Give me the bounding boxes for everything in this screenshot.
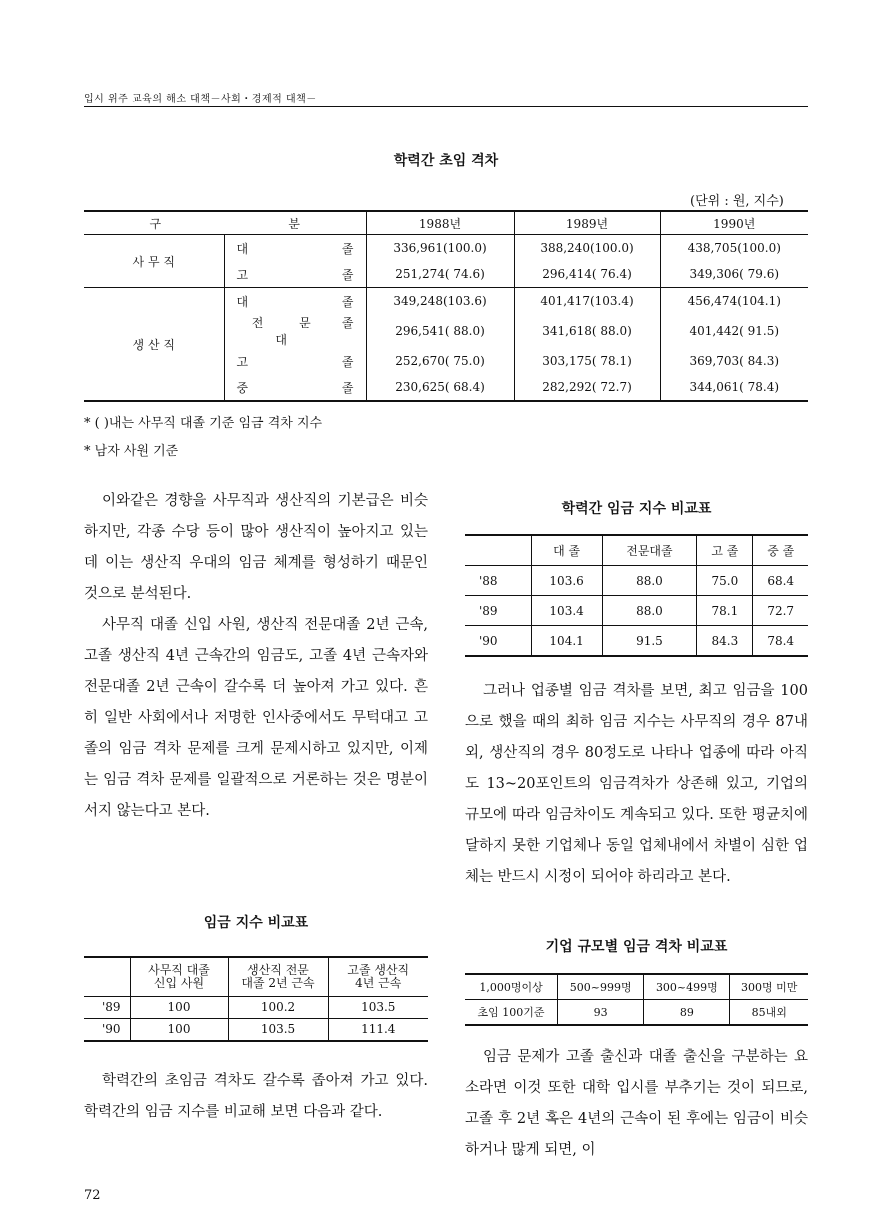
group-label: 생 산 직 <box>84 288 224 402</box>
row-label: 대 졸 <box>224 235 366 262</box>
table-row: 초임 100기준 93 89 85내외 <box>465 1000 808 1026</box>
wage-by-company-size-table <box>465 973 808 1026</box>
table-cell: 456,474(104.1) <box>660 288 808 315</box>
table-cell: 230,625( 68.4) <box>366 374 514 401</box>
table-cell: 296,541( 88.0) <box>366 314 514 348</box>
group-label: 사 무 직 <box>132 254 175 269</box>
table-row: '90 104.1 91.5 84.3 78.4 <box>465 626 808 657</box>
table-header-cell: 구 분 <box>84 211 366 235</box>
table-cell: 401,417(103.4) <box>514 288 660 315</box>
table-cell: 349,306( 79.6) <box>660 261 808 288</box>
table-cell: 341,618( 88.0) <box>514 314 660 348</box>
header-rule <box>84 106 808 107</box>
entry-wage-table <box>84 210 808 402</box>
table-cell: 344,061( 78.4) <box>660 374 808 401</box>
page-number: 72 <box>84 1188 101 1203</box>
table1-title: 학력간 초임 격차 <box>393 153 499 169</box>
table-cell: 303,175( 78.1) <box>514 348 660 374</box>
table-header-cell: 1990년 <box>660 211 808 235</box>
table-cell: 438,705(100.0) <box>660 235 808 262</box>
body-paragraph-right: 그러나 업종별 임금 격차를 보면, 최고 임금을 100으로 했을 때의 최하 임금 지수는 사무직의 경우 87내외, 생산직의 경우 80정도로 나타나 업종에 따라 아직도 13~20포인트의 임금격차가 상존해 있고, 기업의 규모에 따라 임금차이도 계속되고 있다. 또한 평균치에 달하지 못한 기업체나 동일 업체내에서 차별이 심한 업체는 반드시 시정이 되어야 하리라고 본다. <box>465 683 808 885</box>
table-cell: 252,670( 75.0) <box>366 348 514 374</box>
row-label: 고 졸 <box>224 261 366 288</box>
table3-title: 임금 지수 비교표 <box>203 915 309 931</box>
table-row: '89 103.4 88.0 78.1 72.7 <box>465 596 808 626</box>
table-cell: 401,442( 91.5) <box>660 314 808 348</box>
table-cell: 336,961(100.0) <box>366 235 514 262</box>
table-row <box>84 235 808 262</box>
table-header-cell: 1988년 <box>366 211 514 235</box>
table-cell: 296,414( 76.4) <box>514 261 660 288</box>
table-header-row: 대 졸 전문대졸 고 졸 중 졸 <box>465 535 808 566</box>
table-cell: 282,292( 72.7) <box>514 374 660 401</box>
wage-index-by-education-table <box>465 534 808 657</box>
table2-title: 학력간 임금 지수 비교표 <box>561 501 712 517</box>
row-label: 전 문 대 졸 <box>224 314 366 348</box>
table-row: '90 100 103.5 111.4 <box>84 1019 428 1042</box>
wage-index-comparison-table <box>84 956 428 1042</box>
table-header-row: 1,000명이상 500~999명 300~499명 300명 미만 <box>465 974 808 1000</box>
table-cell: 251,274( 74.6) <box>366 261 514 288</box>
table-note: * 남자 사원 기준 <box>84 444 179 459</box>
body-paragraph-left-2: 학력간의 초임금 격차도 갈수록 좁아져 가고 있다. 학력간의 임금 지수를 비교해 보면 다음과 같다. <box>84 1073 428 1120</box>
table-row <box>84 288 808 315</box>
table-note: * ( )내는 사무직 대졸 기준 임금 격차 지수 <box>84 416 323 431</box>
table4-title: 기업 규모별 임금 격차 비교표 <box>545 939 728 955</box>
running-header: 입시 위주 교육의 해소 대책－사회・경제적 대책－ <box>84 94 317 105</box>
table1-unit: (단위 : 원, 지수) <box>690 194 784 209</box>
table-header-row <box>84 211 808 235</box>
row-label: 대 졸 <box>224 288 366 315</box>
table-header-cell: 1989년 <box>514 211 660 235</box>
table-row: '89 100 100.2 103.5 <box>84 997 428 1019</box>
row-label: 고 졸 <box>224 348 366 374</box>
body-paragraph-left: 이와같은 경향을 사무직과 생산직의 기본급은 비슷하지만, 각종 수당 등이 많아 생산직이 높아지고 있는데 이는 생산직 우대의 임금 체계를 형성하기 때문인 것으로 분석된다. 사무직 대졸 신입 사원, 생산직 전문대졸 2년 근속, 고졸 생산직 4년 근속간의 임금도, 고졸 4년 근속자와 전문대졸 2년 근속이 갈수록 더 높아져 가고 있다. 흔히 일반 사회에서나 저명한 인사중에서도 무턱대고 고졸의 임금 격차 문제를 크게 문제시하고 있지만, 이제는 임금 격차 문제를 일괄적으로 거론하는 것은 명분이 서지 않는다고 본다. <box>84 493 428 819</box>
table-cell: 349,248(103.6) <box>366 288 514 315</box>
row-label: 중 졸 <box>224 374 366 401</box>
table-cell: 388,240(100.0) <box>514 235 660 262</box>
table-row: '88 103.6 88.0 75.0 68.4 <box>465 566 808 596</box>
table-header-row: 사무직 대졸 신입 사원 생산직 전문 대졸 2년 근속 고졸 생산직 4년 근속 <box>84 957 428 997</box>
table-cell: 369,703( 84.3) <box>660 348 808 374</box>
body-paragraph-right-2: 임금 문제가 고졸 출신과 대졸 출신을 구분하는 요소라면 이것 또한 대학 입시를 부추기는 것이 되므로, 고졸 후 2년 혹은 4년의 근속이 된 후에는 임금이 비슷하거나 많게 되면, 이 <box>465 1049 808 1158</box>
